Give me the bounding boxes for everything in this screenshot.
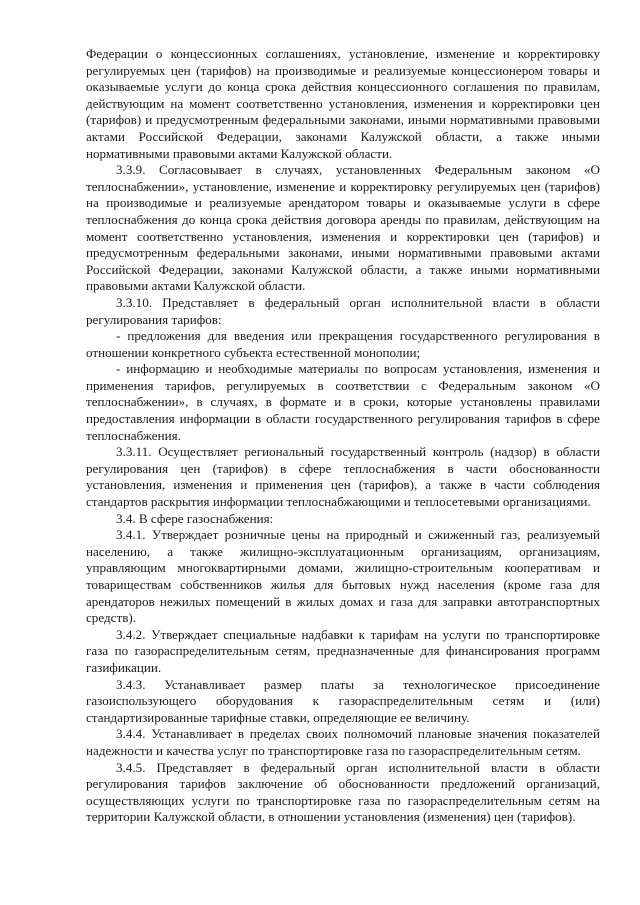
section-heading-3-4: 3.4. В сфере газоснабжения:	[116, 510, 274, 526]
paragraph-3-3-11: 3.3.11. Осуществляет региональный государственный контроль (надзор) в области регулирования цен (тарифов) в сфере теплоснабжения в части обоснованности установления, изменения и применения цен (тарифов), а также в части соблюдения стандартов раскрытия информации теплоснабжающими и теплосетевыми организациями.	[86, 444, 600, 510]
paragraph-3-4-1: 3.4.1. Утверждает розничные цены на природный и сжиженный газ, реализуемый населению, а также жилищно-эксплуатационным организациям, организациям, управляющим многоквартирными домами, жилищно-строительным кооперативам и товариществам собственников жилья для бытовых нужд населения (кроме газа для арендаторов нежилых помещений в жилых домах и газа для заправки автотранспортных средств).	[86, 527, 600, 626]
paragraph-3-4-5: 3.4.5. Представляет в федеральный орган исполнительной власти в области регулирования тарифов заключение об обоснованности предложений организаций, осуществляющих услуги по транспортировке газа по газораспределительным сетям на территории Калужской области, в отношении установления (изменения) цен (тарифов).	[86, 759, 600, 825]
paragraph-3-4-2: 3.4.2. Утверждает специальные надбавки к тарифам на услуги по транспортировке газа по газораспределительным сетям, предназначенные для финансирования программ газификации.	[86, 626, 600, 675]
paragraph-3-4-4: 3.4.4. Устанавливает в пределах своих полномочий плановые значения показателей надежности и качества услуг по транспортировке газа по газораспределительным сетям.	[86, 726, 600, 758]
document-page	[86, 46, 600, 826]
paragraph-intro: Федерации о концессионных соглашениях, установление, изменение и корректировку регулируемых цен (тарифов) на производимые и реализуемые концессионером товары и оказываемые услуги до конца срока действия концессионного соглашения по правилам, действующим на момент соответственно установления, изменения и корректировки цен (тарифов) и предусмотренным федеральными законами, иными нормативными правовыми актами Российской Федерации, законами Калужской области, а также иными нормативными правовыми актами Калужской области.	[86, 46, 600, 161]
list-item-3-3-10-a: - предложения для введения или прекращения государственного регулирования в отношении конкретного субъекта естественной монополии;	[86, 328, 600, 360]
list-item-3-3-10-b: - информацию и необходимые материалы по вопросам установления, изменения и применения тарифов, регулируемых в соответствии с Федеральным законом «О теплоснабжении», в случаях, в формате и в сроки, которые установлены правилами предоставления информации в области государственного регулирования тарифов в сфере теплоснабжения.	[86, 361, 600, 443]
paragraph-3-3-10: 3.3.10. Представляет в федеральный орган исполнительной власти в области регулирования тарифов:	[86, 294, 600, 327]
paragraph-3-4-3: 3.4.3. Устанавливает размер платы за технологическое присоединение газоиспользующего оборудования к газораспределительным сетям и (или) стандартизированные тарифные ставки, определяющие ее величину.	[86, 676, 600, 725]
paragraph-3-3-9: 3.3.9. Согласовывает в случаях, установленных Федеральным законом «О теплоснабжении», установление, изменение и корректировку регулируемых цен (тарифов) на производимые и реализуемые арендатором товары и оказываемые услуги в сфере теплоснабжения до конца срока действия договора аренды по правилам, действующим на момент соответственно установления, изменения и корректировки цен (тарифов) и предусмотренным федеральными законами, иными нормативными правовыми актами Российской Федерации, законами Калужской области, а также иными нормативными правовыми актами Калужской области.	[86, 162, 600, 294]
